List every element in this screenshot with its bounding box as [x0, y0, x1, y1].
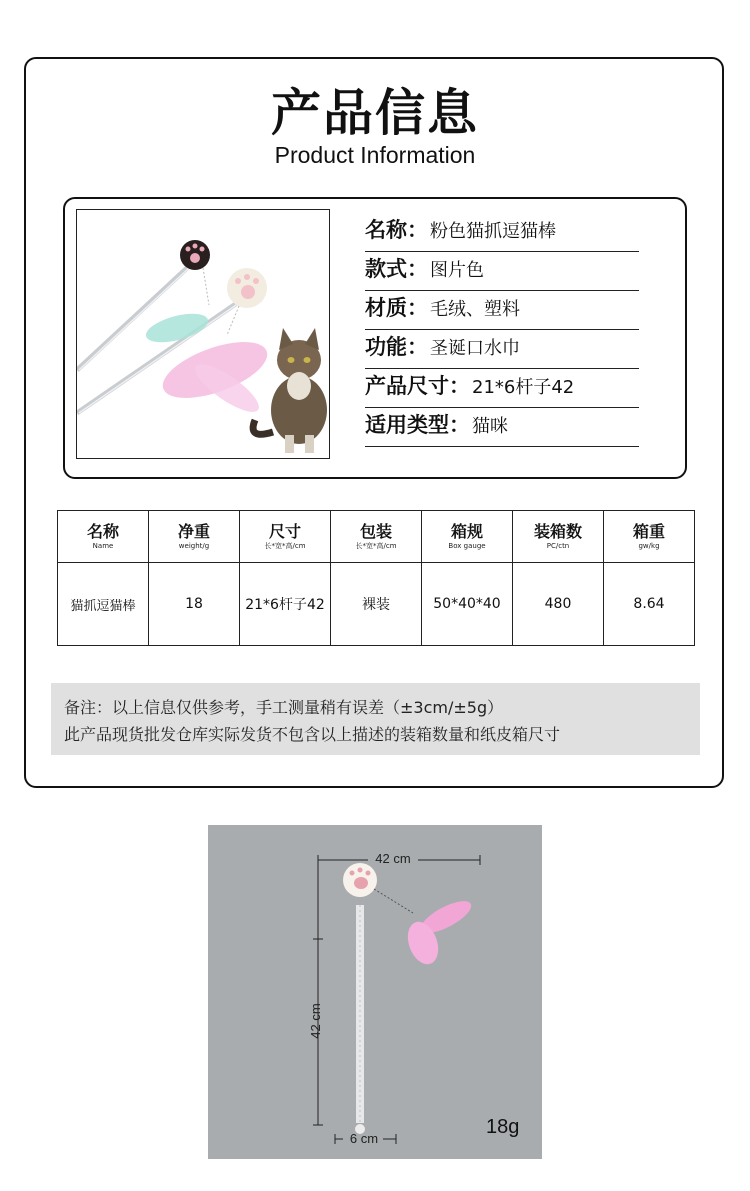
spec-row-style: [365, 253, 639, 291]
table-cell: 480: [513, 563, 604, 646]
table-header-row: [58, 511, 695, 563]
spec-row-function: [365, 331, 639, 369]
spec-label: 功能：: [365, 335, 428, 359]
dimension-illustration: [208, 825, 542, 1159]
spec-label: 名称：: [365, 218, 428, 242]
spec-label: 材质：: [365, 296, 428, 320]
spec-value: 圣诞口水巾: [430, 338, 520, 359]
header-sub: Box gauge: [448, 541, 486, 550]
header-cn: 箱重: [632, 521, 665, 541]
table-header-cell: [604, 511, 695, 563]
top-dimension-label: 42 cm: [375, 851, 411, 866]
table-header-cell: [149, 511, 240, 563]
header-cn: 名称: [86, 521, 119, 541]
product-illustration: [77, 210, 330, 459]
weight-label: 18g: [486, 1116, 520, 1138]
spec-row-type: [365, 409, 639, 447]
table-header-cell: [513, 511, 604, 563]
table-cell: 18: [149, 563, 240, 646]
spec-value: 毛绒、塑料: [430, 299, 520, 320]
spec-label: 款式：: [365, 257, 428, 281]
spec-value: 猫咪: [472, 416, 508, 437]
table-cell: 裸装: [331, 563, 422, 646]
header-sub: PC/ctn: [546, 541, 570, 550]
header-cn: 包装: [359, 521, 392, 541]
note-box: [51, 683, 700, 755]
product-photo: [76, 209, 330, 459]
spec-row-name: [365, 214, 639, 252]
spec-value: 图片色: [430, 260, 484, 281]
table-cell: 8.64: [604, 563, 695, 646]
product-table: [57, 510, 695, 646]
dimension-photo: [208, 825, 542, 1159]
spec-label: 产品尺寸：: [365, 374, 470, 398]
header-sub: gw/kg: [638, 541, 660, 550]
table-header-cell: [331, 511, 422, 563]
table-row: [58, 563, 695, 646]
table-cell: 50*40*40: [422, 563, 513, 646]
table-header-cell: [58, 511, 149, 563]
page-title: 产品信息: [271, 84, 479, 142]
note-line-2: 此产品现货批发仓库实际发货不包含以上描述的装箱数量和纸皮箱尺寸: [64, 725, 561, 744]
page-subtitle: Product Information: [274, 142, 476, 168]
note-line-1: 备注：以上信息仅供参考，手工测量稍有误差（±3cm/±5g）: [64, 698, 504, 717]
table-header-cell: [422, 511, 513, 563]
table-header-cell: [240, 511, 331, 563]
table-cell: 21*6杆子42: [240, 563, 331, 646]
header-cn: 净重: [177, 521, 210, 541]
bottom-dimension-label: 6 cm: [349, 1131, 379, 1146]
header-sub: 长*宽*高/cm: [264, 541, 306, 550]
side-dimension-label: 42 cm: [308, 1003, 323, 1039]
spec-row-size: [365, 370, 639, 408]
spec-row-material: [365, 292, 639, 330]
table-cell: 猫抓逗猫棒: [58, 563, 149, 646]
header-cn: 箱规: [450, 521, 483, 541]
spec-value: 粉色猫抓逗猫棒: [430, 221, 556, 242]
spec-value: 21*6杆子42: [472, 377, 575, 398]
spec-label: 适用类型：: [365, 413, 470, 437]
header-sub: 长*宽*高/cm: [355, 541, 397, 550]
header-sub: Name: [92, 541, 114, 550]
header-sub: weight/g: [178, 541, 210, 550]
header-cn: 装箱数: [533, 521, 582, 541]
header-cn: 尺寸: [268, 521, 301, 541]
